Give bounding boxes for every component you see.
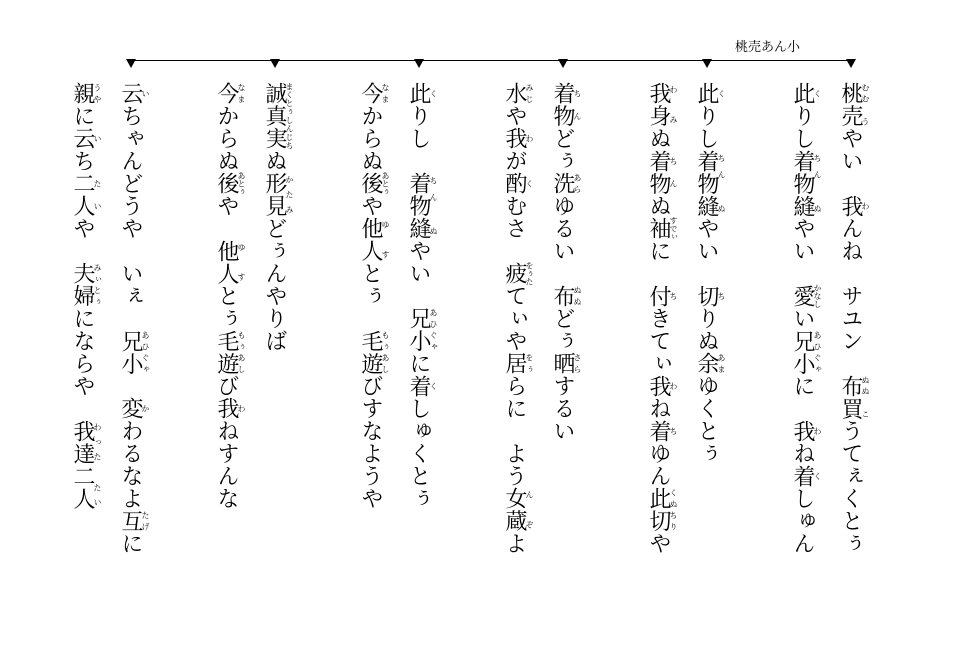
furigana: まくとぅしんじち <box>285 82 294 150</box>
marker-triangle <box>126 59 136 68</box>
ruby-word: 付ち <box>646 284 678 307</box>
ruby-word: 着物ちん <box>646 149 678 195</box>
furigana: い <box>93 127 102 150</box>
ruby-word: 我達二人わった たい <box>70 419 102 510</box>
verse-text: するい <box>550 374 575 442</box>
verse-line <box>691 82 726 622</box>
verse-text: わるなよ <box>118 419 143 510</box>
verse-text: きてぃ <box>646 307 671 375</box>
verse-line <box>259 82 294 622</box>
ruby-word: 着く <box>406 374 438 397</box>
furigana: わ <box>237 397 246 420</box>
furigana: ゆ す <box>237 239 246 285</box>
ruby-word: 云い <box>70 127 102 150</box>
furigana: みじ <box>525 82 534 105</box>
furigana: ち <box>669 419 678 442</box>
furigana: うや <box>93 82 102 105</box>
verse-text: や <box>502 104 527 127</box>
verse-text: ね <box>646 397 671 420</box>
ruby-word: 着物縫ちん ぬ <box>406 172 438 240</box>
furigana: さら <box>573 352 582 375</box>
furigana: あひぐゃ <box>429 307 438 352</box>
furigana: い <box>141 82 150 105</box>
verse-text: ゆるい <box>550 194 575 285</box>
marker-triangle <box>702 59 712 68</box>
furigana: もぅあし <box>237 329 246 375</box>
verse-text: や <box>214 194 239 240</box>
ruby-word: 着ち <box>646 419 678 442</box>
ruby-word: 他人ゆ す <box>214 239 246 285</box>
ruby-word: 毛遊もぅあし <box>214 329 246 375</box>
marker-triangle <box>558 59 568 68</box>
verse-text: ちゃんどうや いぇ <box>118 104 143 330</box>
ruby-word: 此切くぬちり <box>646 487 678 532</box>
furigana: ちん ぬ <box>813 149 822 217</box>
furigana: くぬちり <box>669 487 678 532</box>
verse-text: やい <box>406 239 431 307</box>
verse-text: い <box>790 307 815 330</box>
furigana: なま <box>237 82 246 105</box>
verse-text: りし <box>406 104 431 172</box>
ruby-word: 夫婦みぃとぅ <box>70 262 102 307</box>
verse-text: むさ <box>502 194 527 262</box>
ruby-word: 云い <box>118 82 150 105</box>
ruby-word: 洗あら <box>550 172 582 195</box>
ruby-word: 親うや <box>70 82 102 105</box>
verse-text: やい <box>790 217 815 285</box>
verse-text: ね <box>790 442 815 465</box>
ruby-word: 今なま <box>358 82 390 105</box>
verse-text: び <box>214 374 239 397</box>
verse-text: やい <box>838 127 863 195</box>
ruby-word: 着物ちん <box>550 82 582 127</box>
ruby-word: 我わ <box>838 194 870 217</box>
furigana: たい <box>93 172 102 217</box>
ruby-word: 女蔵ん ぞ <box>502 487 534 532</box>
ruby-word: 兄小あひぐゃ <box>118 329 150 375</box>
furigana: かたみ <box>285 172 294 217</box>
verse-text: や <box>646 532 671 555</box>
title: 桃売あん小 <box>735 40 801 55</box>
ruby-word: 形見かたみ <box>262 172 294 217</box>
verse-line <box>211 82 246 622</box>
furigana: わ <box>813 419 822 442</box>
verse-text: どぅ <box>550 307 575 352</box>
ruby-word: 我身わ み <box>646 82 678 127</box>
verse-text: よ <box>502 532 527 555</box>
ruby-word: 我わ <box>502 127 534 150</box>
verse-line <box>787 82 822 622</box>
verse-text: ゆくとぅ <box>694 374 719 465</box>
verse-text: とぅ <box>214 284 239 330</box>
ruby-word: 兄小あひぐゃ <box>790 329 822 375</box>
verse-line <box>499 82 534 622</box>
verse-text: ぬ <box>646 194 671 217</box>
ruby-word: 兄小あひぐゃ <box>406 307 438 352</box>
ruby-word: 後あとぅ <box>358 171 390 196</box>
furigana: あら <box>573 172 582 195</box>
furigana: あひぐゃ <box>813 329 822 375</box>
marker-triangle <box>270 59 280 68</box>
ruby-word: 着物縫ちん ぬ <box>790 149 822 217</box>
verse-line <box>547 82 582 622</box>
furigana: ぬぬ <box>573 284 582 307</box>
ruby-word: 我わ <box>790 419 822 442</box>
ruby-word: 晒さら <box>550 352 582 375</box>
ruby-word: 布ぬぬ <box>550 284 582 307</box>
ruby-word: 後あとぅ <box>214 171 246 196</box>
marker-triangle <box>846 59 856 68</box>
ruby-word: 袖すでぃ <box>646 216 678 241</box>
furigana: ち <box>717 284 726 307</box>
furigana: く <box>429 374 438 397</box>
ruby-word: 水みじ <box>502 82 534 105</box>
verse-text: に <box>790 374 815 420</box>
verse-text: ぬ <box>646 127 671 150</box>
verse-line <box>67 82 102 622</box>
furigana: か <box>141 397 150 420</box>
furigana: く <box>813 82 822 105</box>
furigana: く <box>525 172 534 195</box>
ruby-word: 着く <box>790 464 822 487</box>
furigana: すでぃ <box>669 216 678 241</box>
verse-text: どぅんやりば <box>262 217 287 352</box>
verse-text: やい <box>694 217 719 285</box>
ruby-word: 桃売むむ う <box>838 82 870 127</box>
verse-text: とぅ <box>358 262 383 330</box>
furigana: かなし <box>813 283 822 308</box>
verse-text: らに よう <box>502 374 527 487</box>
verse-text: にならや <box>70 307 95 420</box>
verse-text: しゅん <box>790 487 815 555</box>
ruby-word: 此く <box>790 82 822 105</box>
ruby-word: 毛遊もぅあし <box>358 329 390 375</box>
furigana: わ み <box>669 82 678 127</box>
ruby-word: 疲をぅた <box>502 261 534 286</box>
furigana: く <box>717 82 726 105</box>
verse-text: んね サユン <box>838 217 863 375</box>
furigana: わった たい <box>93 419 102 510</box>
furigana: あひぐゃ <box>141 329 150 375</box>
verse-line <box>355 82 390 622</box>
verse-text: に <box>406 352 431 375</box>
furigana: わ <box>525 127 534 150</box>
ruby-word: 我わ <box>646 374 678 397</box>
ruby-word: 今なま <box>214 82 246 105</box>
furigana: をぅ <box>525 352 534 375</box>
furigana: をぅた <box>525 261 534 286</box>
verse-text: うてぇくとぅ <box>838 419 863 555</box>
furigana: く <box>429 82 438 105</box>
furigana: もぅあし <box>381 329 390 375</box>
verse-line <box>115 82 150 622</box>
furigana: みぃとぅ <box>93 262 102 307</box>
verse-line <box>643 82 678 622</box>
verse-text: びすなようや <box>358 374 383 510</box>
verse-text: が <box>502 149 527 172</box>
furigana: わ <box>669 374 678 397</box>
furigana: なま <box>381 82 390 105</box>
ruby-word: 互たげ <box>118 509 150 532</box>
ruby-word: 布買ぬぬ こ <box>838 374 870 420</box>
verse-text: ねすんな <box>214 419 239 510</box>
furigana: あとぅ <box>381 171 390 196</box>
ruby-word: 我わ <box>214 397 246 420</box>
furigana: ちん ぬ <box>429 172 438 240</box>
verse-line <box>835 82 870 622</box>
verse-text: どぅ <box>550 127 575 172</box>
ruby-word: 二人たい <box>70 172 102 217</box>
ruby-word: 此く <box>694 82 726 105</box>
verse-text: ぬ <box>262 149 287 172</box>
furigana: ちん <box>573 82 582 127</box>
verse-text: や <box>70 217 95 262</box>
furigana: ゆ す <box>381 217 390 262</box>
marker-triangle <box>414 59 424 68</box>
ruby-word: 切ち <box>694 284 726 307</box>
verse-text: りし <box>790 104 815 150</box>
furigana: ぬぬ こ <box>861 374 870 420</box>
furigana: ちん <box>669 149 678 195</box>
verse-text: ゆん <box>646 442 671 487</box>
furigana: たげ <box>141 509 150 532</box>
furigana: あま <box>717 352 726 375</box>
verse-text: りぬ <box>694 307 719 352</box>
verse-text: に <box>70 104 95 127</box>
ruby-word: 他人ゆ す <box>358 217 390 262</box>
verse-text: に <box>118 532 143 555</box>
ruby-word: 此く <box>406 82 438 105</box>
furigana: わ <box>861 194 870 217</box>
verse-text: ち <box>70 149 95 172</box>
furigana: むむ う <box>861 82 870 127</box>
verse-text <box>118 375 143 398</box>
verse-text: からぬ <box>358 104 383 172</box>
furigana: ん ぞ <box>525 487 534 532</box>
ruby-word: 誠真実まくとぅしんじち <box>262 82 294 150</box>
furigana: あとぅ <box>237 171 246 196</box>
verse-text: からぬ <box>214 104 239 172</box>
furigana: く <box>813 464 822 487</box>
ruby-word: 酌く <box>502 172 534 195</box>
verse-line <box>403 82 438 622</box>
furigana: ちん ぬ <box>717 149 726 217</box>
ruby-word: 着物縫ちん ぬ <box>694 149 726 217</box>
ruby-word: 居をぅ <box>502 352 534 375</box>
furigana: ち <box>669 284 678 307</box>
ruby-word: 余あま <box>694 352 726 375</box>
connector-line <box>130 60 852 61</box>
ruby-word: 変か <box>118 397 150 420</box>
verse-text: や <box>358 194 383 217</box>
verse-text: てぃや <box>502 284 527 352</box>
verse-text: りし <box>694 104 719 150</box>
ruby-word: 愛かなし <box>790 283 822 308</box>
verse-text: しゅくとぅ <box>406 397 431 510</box>
verse-text: に <box>646 239 671 285</box>
